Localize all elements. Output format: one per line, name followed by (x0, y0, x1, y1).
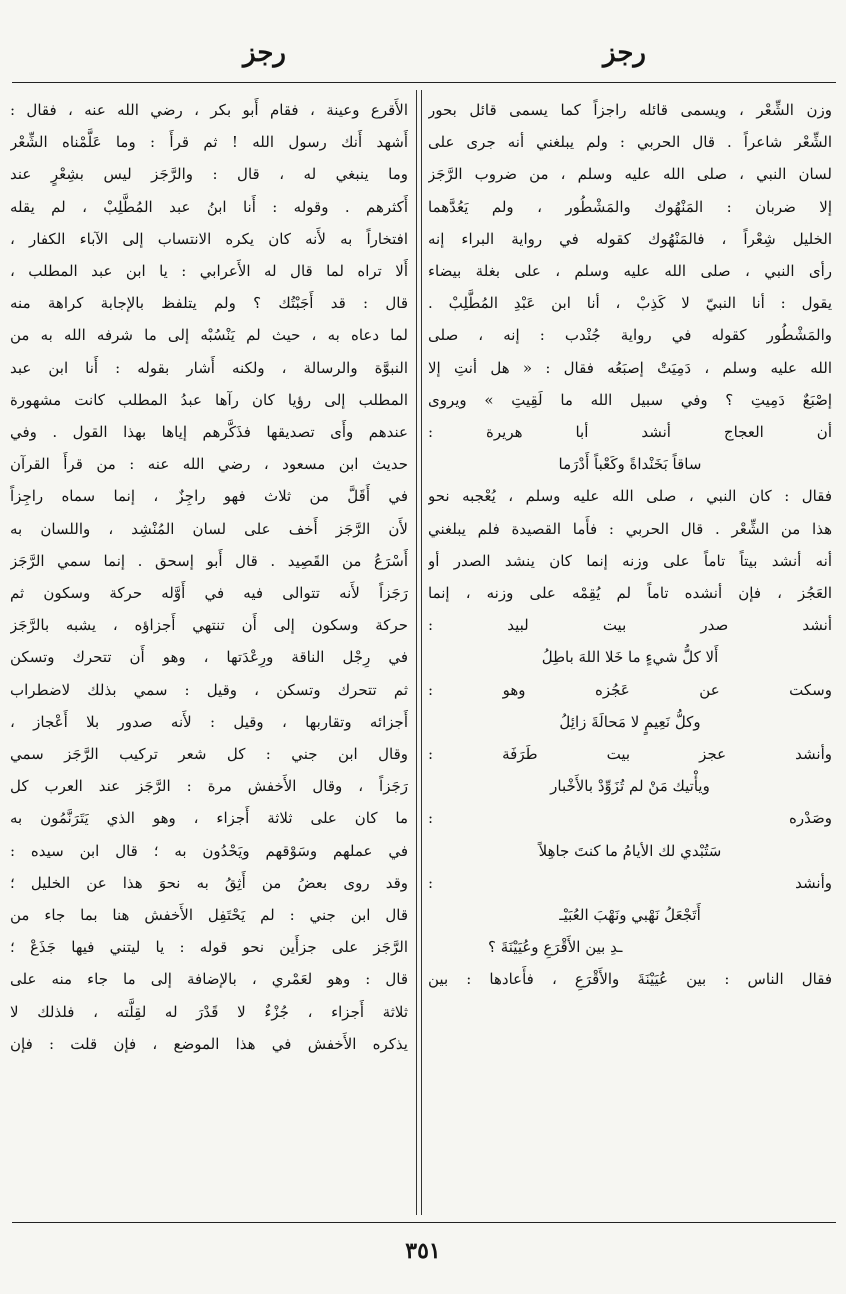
text-line: في عملهم وسَوْقهم ويَحْدُون به ؛ قال ابن سيده : (10, 841, 408, 860)
verse-line: أَتَجْعَلُ نَهْبي ونَهْبَ العُبَيْـ (559, 906, 701, 925)
text-line: قال : وهو لعَمْري ، بالإضافة إلى ما جاء منه على (10, 970, 408, 989)
text-line: وسكت عن عَجُزه وهو : (428, 680, 832, 699)
text-line: يقول : أنا النبيّ لا كَذِبْ ، أنا ابن عَبْدِ المُطَّلِبْ . (428, 294, 832, 313)
verse-line: سَتُبْدي لك الأيامُ ما كنتَ جاهِلاً (538, 841, 722, 860)
text-line: أن العجاج أنشد أبا هريرة : (428, 423, 832, 442)
verse-line: ساقاً بَخَنْداةً وكَعْباً أَدْرَما (558, 455, 702, 474)
text-line: وزن الشِّعْر ، ويسمى قائله راجزاً كما يسمى قائل بحور (428, 101, 832, 119)
text-line: قال : قد أَجَبْتُك ؟ ولم يتلفظ بالإجابة كراهة منه (10, 294, 408, 313)
text-line: حركة وسكون إلى أَن تنتهي أَجزاؤه ، يشبه بالرَّجَز (10, 616, 408, 635)
text-line: رَجَزاً ، وقال الأَخفش مرة : الرَّجَز عند العرب كل (10, 777, 408, 796)
text-line: أَسْرَعُ من القَصِيد . قال أَبو إسحق . إنما سمي الرَّجَز (10, 551, 408, 570)
page-header (0, 38, 846, 78)
text-line: وأنشد : (428, 873, 832, 892)
text-line: المطلب إلى رؤيا كان رآها عبدُ المطلب كانت مشهورة (10, 390, 408, 409)
text-line: فقال : كان النبي ، صلى الله عليه وسلم ، يُعْجبه نحو (428, 487, 832, 506)
text-line: الأَقرع وعينة ، فقام أَبو بكر ، رضي الله عنه ، فقال : (10, 101, 408, 119)
text-line: ما كان على ثلاثة أَجزاء ، وهو الذي يَتَرَنَّمُون به (10, 809, 408, 828)
text-line: العَجُز ، فإن أنشده تاماً لم يُقِمْه على وزنه ، إنما (428, 584, 832, 603)
text-line: أَكثرهم . وقوله : أَنا ابنُ عبد المُطَّلِبْ ، لم يقله (10, 197, 408, 216)
text-line: النبوَّة والرسالة ، ولكنه أَشار بقوله : أَنا ابن عبد (10, 358, 408, 377)
header-rule (12, 82, 836, 83)
text-line: أنه أنشد بيتاً تاماً على وزنه إنما كان ينشد الصدر أو (428, 551, 832, 570)
text-line: الرَّجَز على جزأَين نحو قوله : يا ليتني فيها جَذَعْ ؛ (10, 938, 408, 957)
text-line: في أَقَلَّ من ثلاث فهو راجِزٌ ، إنما سماه راجِزاً (10, 487, 408, 506)
text-line: أَشهد أَنك رسول الله ! ثم قرأَ : وما عَلَّمْناه الشِّعْر (10, 133, 408, 152)
text-line: افتخاراً به لأَنه كان يكره الانتساب إلى الآباء الكفار ، (10, 229, 408, 248)
text-line: إلا ضربان : المَنْهُوك والمَشْطُور ، ولم يَعُدَّهما (428, 197, 832, 216)
text-line: وما ينبغي له ، قال : والرَّجَز ليس بشِعْرٍ عند (10, 165, 408, 184)
text-line: إصْبَعٌ دَمِيتِ ؟ وفي سبيل الله ما لَقِيتِ » ويروى (428, 390, 832, 409)
text-line: رَجَزاً لأَنه تتوالى فيه في أَوَّله حركة وسكون ثم (10, 584, 408, 603)
text-line: رأى النبي ، صلى الله عليه وسلم ، على بغلة بيضاء (428, 262, 832, 281)
header-headword-left: رجز (243, 38, 286, 68)
left-column (10, 94, 408, 1214)
text-line: حديث ابن مسعود ، رضي الله عنه : من قرأَ القرآن (10, 455, 408, 474)
text-line: ثم تتحرك وتسكن ، وقيل : سمي بذلك لاضطراب (10, 680, 408, 699)
text-line: الخليل شِعْراً ، فالمَنْهُوك كقوله في رواية البراء إنه (428, 229, 832, 248)
text-line: في رِجْل الناقة ورِعْدَتها ، وهو أَن تتحرك وتسكن (10, 648, 408, 667)
text-line: أنشد صدر بيت لبيد : (428, 616, 832, 635)
text-line: وأنشد عجز بيت طَرَفَة : (428, 745, 832, 764)
text-line: وقد روى بعضُ من أَثِقُ به نحوَ هذا عن الخليل ؛ (10, 873, 408, 892)
header-headword-right: رجز (603, 38, 646, 68)
verse-line: ـدِ بين الأَقْرَعِ وعُيَيْنَةَ ؟ (488, 938, 623, 957)
text-line: وقال ابن جني : كل شعر تركيب الرَّجَز سمي (10, 745, 408, 764)
text-line: ثلاثة أَجزاء ، جُزْءٌ لا قَدْرَ له لقِلَّته ، فلذلك لا (10, 1002, 408, 1021)
text-line: عندهم وأَى تصديقها فذَكَّرهم إياها بهذا القول . وفي (10, 423, 408, 442)
text-line: هذا من الشِّعْر . قال الحربي : فأَما القصيدة فلم يبلغني (428, 519, 832, 538)
page-number: ٣٥١ (405, 1238, 441, 1264)
column-divider (416, 90, 422, 1215)
verse-line: وكلُّ نَعِيمٍ لا مَحالَةَ زائِلُ (559, 712, 701, 731)
text-line: فقال الناس : بين عُيَيْنَةَ والأَقْرَعِ ، فأَعادها : بين (428, 970, 832, 989)
right-column (428, 94, 832, 1214)
text-line: قال ابن جني : لم يَحْتَفِل الأَخفش هنا بما جاء من (10, 906, 408, 925)
text-line: والمَشْطُور كقوله في رواية جُنْدب : إنه ، صلى (428, 326, 832, 345)
verse-line: ويأْتيك مَنْ لم تُزَوِّدْ بالأَخْبار (550, 777, 710, 796)
text-line: لسان النبي ، صلى الله عليه وسلم ، من ضروب الرَّجَز (428, 165, 832, 184)
text-line: الله عليه وسلم ، دَمِيَتْ إصبَعُه فقال : « هل أنتِ إلا (428, 358, 832, 377)
text-line: أَجزائه وتقاربها ، وقيل : لأَنه صدور بلا أَعْجاز ، (10, 712, 408, 731)
text-line: يذكره الأَخفش في هذا الموضع ، فإن قلت : فإن (10, 1034, 408, 1053)
text-line: وصَدْره : (428, 809, 832, 828)
verse-line: أَلا كلُّ شيءٍ ما خَلا اللهَ باطِلُ (541, 648, 719, 667)
footer-rule (12, 1222, 836, 1223)
text-line: لما دعاه به ، حيث لم يَنْسُبْه إلى ما شرفه الله به من (10, 326, 408, 345)
text-line: أَلا تراه لما قال له الأَعرابي : يا ابن عبد المطلب ، (10, 262, 408, 281)
text-line: لأَن الرَّجَز أَخف على لسان المُنْشِد ، واللسان به (10, 519, 408, 538)
text-line: الشِّعْر شاعراً . قال الحربي : ولم يبلغني أنه جرى على (428, 133, 832, 152)
